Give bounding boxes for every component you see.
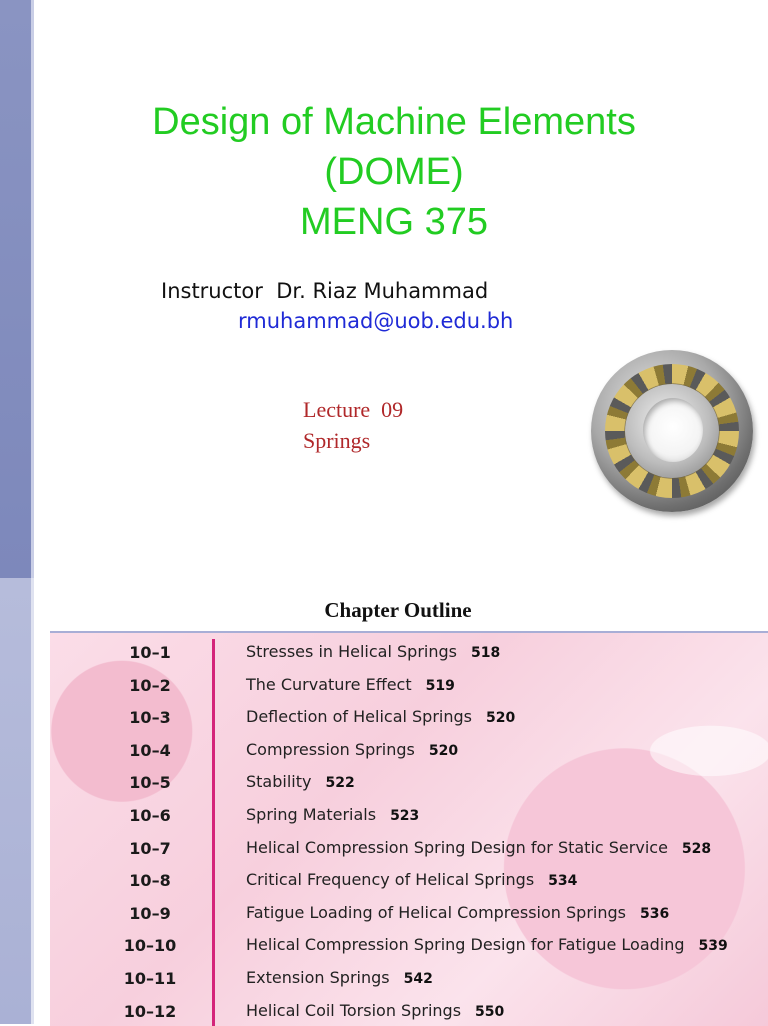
slide-title-course-code: MENG 375 <box>300 201 488 243</box>
section-number: 10–9 <box>129 903 171 923</box>
instructor-name: Instructor Dr. Riaz Muhammad <box>161 279 489 303</box>
section-title <box>246 903 669 922</box>
instructor-email[interactable]: rmuhammad@uob.edu.bh <box>238 309 514 333</box>
slide-title-line1: Design of Machine Elements <box>152 101 636 143</box>
section-number: 10–1 <box>129 643 171 662</box>
section-page-number: 536 <box>639 905 670 922</box>
section-title-text: Helical Compression Spring Design for Fatigue Loading <box>246 935 685 955</box>
section-page-number: 542 <box>403 971 433 987</box>
left-accent-bar-bottom <box>0 578 31 1024</box>
lecture-block <box>303 394 403 456</box>
section-title-text: Helical Compression Spring Design for Static Service <box>246 837 668 857</box>
section-title <box>246 935 728 954</box>
bearing-bore <box>643 398 703 462</box>
outline-row <box>50 965 768 995</box>
section-title <box>246 740 458 759</box>
section-title-text: Spring Materials <box>246 805 377 824</box>
chapter-outline-heading: Chapter Outline <box>324 598 472 622</box>
section-page-number: 534 <box>548 873 578 890</box>
outline-row <box>50 769 768 799</box>
section-page-number: 539 <box>698 938 728 955</box>
ball-bearing-image <box>591 350 753 512</box>
outline-row <box>50 737 768 767</box>
section-title-text: Deflection of Helical Springs <box>246 707 472 727</box>
section-title <box>246 870 577 889</box>
section-page-number: 519 <box>425 677 455 694</box>
section-page-number: 522 <box>325 775 355 792</box>
chapter-outline-table <box>50 631 768 1026</box>
section-page-number: 520 <box>428 742 459 759</box>
section-number: 10–7 <box>129 838 171 858</box>
section-page-number: 520 <box>486 710 516 727</box>
section-page-number: 550 <box>475 1003 505 1020</box>
section-number: 10–12 <box>123 1001 177 1021</box>
lecture-number: Lecture 09 <box>303 397 404 422</box>
section-number: 10–6 <box>129 806 171 825</box>
section-title-text: Extension Springs <box>246 968 390 987</box>
outline-row <box>50 900 768 930</box>
section-page-number: 523 <box>390 808 420 824</box>
section-title-text: Compression Springs <box>246 739 415 759</box>
section-title <box>246 772 355 791</box>
outline-row <box>50 998 768 1026</box>
left-accent-bar-top <box>0 0 31 578</box>
outline-row <box>50 932 768 962</box>
section-title-text: Stresses in Helical Springs <box>246 642 457 661</box>
slide-title-line2: (DOME) <box>324 151 464 193</box>
section-number: 10–2 <box>129 675 171 695</box>
section-title <box>246 675 455 694</box>
outline-row <box>50 704 768 734</box>
section-number: 10–11 <box>123 969 177 988</box>
section-title-text: Fatigue Loading of Helical Compression Springs <box>246 902 626 922</box>
outline-row <box>50 639 768 669</box>
section-title-text: Critical Frequency of Helical Springs <box>246 870 535 890</box>
section-page-number: 528 <box>681 840 712 857</box>
section-title-text: The Curvature Effect <box>246 674 412 694</box>
section-number: 10–3 <box>129 708 171 728</box>
section-title-text: Stability <box>246 772 312 792</box>
section-title <box>246 805 419 824</box>
section-title <box>246 838 711 857</box>
section-number: 10–4 <box>129 740 171 760</box>
section-number: 10–8 <box>129 871 171 891</box>
outline-row <box>50 672 768 702</box>
section-title <box>246 1001 504 1020</box>
section-page-number: 518 <box>470 645 501 661</box>
lecture-topic: Springs <box>303 428 371 453</box>
outline-row <box>50 835 768 865</box>
section-title <box>246 707 515 726</box>
section-number: 10–10 <box>123 936 177 956</box>
outline-row <box>50 867 768 897</box>
section-title <box>246 642 500 661</box>
section-number: 10–5 <box>129 773 171 793</box>
section-title <box>246 968 433 987</box>
outline-row <box>50 802 768 832</box>
section-title-text: Helical Coil Torsion Springs <box>246 1000 462 1020</box>
